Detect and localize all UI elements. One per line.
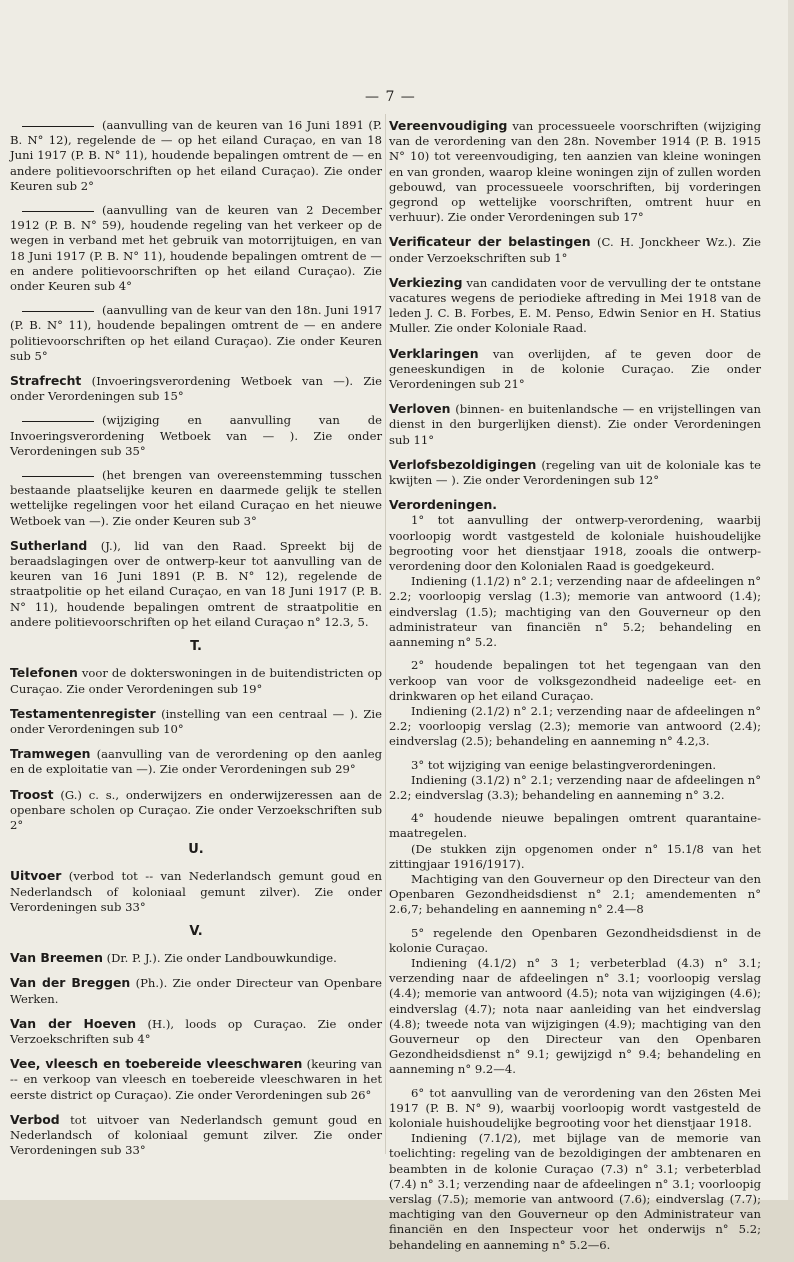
column-divider bbox=[385, 114, 386, 1154]
repeat-dash bbox=[22, 476, 94, 477]
index-entry bbox=[389, 401, 761, 448]
index-entry bbox=[10, 746, 382, 777]
verordening-paragraph: Indiening (2.1/2) n° 2.1; verzending naar de afdeelingen n° 2.2; voorloopig verslag (2.3); memorie van antwoord (2.4); eindverslag (2.5); behandeling en aanneming n° 4.2,3. bbox=[389, 703, 761, 749]
entry-term: Testamentenregister bbox=[10, 705, 156, 721]
index-entry bbox=[10, 950, 382, 966]
index-entry bbox=[10, 203, 382, 294]
entry-text: (aanvulling van de keur van den 18n. Juni 1917 (P. B. N° 11), houdende bepalingen omtrent de — en andere politievoorschriften op het eiland Curaçao). Zie onder Keuren sub 5° bbox=[10, 303, 382, 363]
entry-term: Telefonen bbox=[10, 665, 78, 681]
entry-text: van candidaten voor de vervulling der te ontstane vacatures wegens de periodieke aftreding in Mei 1918 van de leden J. C. B. Forbes, E. M. Penso, Edwin Senior en H. Statius Muller. Zie onder Koloniale Raad. bbox=[389, 275, 762, 336]
verordeningen-heading: Verordeningen. bbox=[389, 497, 498, 513]
verordening-paragraph: 3° tot wijziging van eenige belastingverordeningen. bbox=[411, 757, 717, 772]
entry-text: (verbod tot -- van Nederlandsch gemunt goud en Nederlandsch of koloniaal gemunt zilver). Zie onder Verordeningen sub 33° bbox=[10, 869, 382, 914]
repeat-dash bbox=[22, 311, 94, 312]
repeat-dash bbox=[22, 211, 94, 212]
index-entry bbox=[389, 234, 761, 265]
index-entry bbox=[10, 868, 382, 915]
entry-term: Verloven bbox=[389, 401, 451, 417]
entry-term: Verificateur der belastingen bbox=[389, 234, 591, 250]
verordening-paragraph: 6° tot aanvulling van de verordening van den 26sten Mei 1917 (P. B. N° 9), waarbij voorloopig wordt vastgesteld de koloniale huishoudelijke begrooting voor het dienstjaar 1918. bbox=[389, 1085, 761, 1130]
verordeningen-paragraphs bbox=[389, 513, 761, 1252]
entry-term: Vee, vleesch en toebereide vleeschwaren bbox=[10, 1056, 303, 1072]
index-entry bbox=[10, 413, 382, 459]
index-entry bbox=[10, 1112, 382, 1159]
index-entry bbox=[389, 346, 761, 393]
entry-term: Sutherland bbox=[10, 537, 88, 553]
entry-text: (aanvulling van de keuren van 16 Juni 1891 (P. B. N° 12), regelende de — op het eiland Curaçao, en van 18 Juni 1917 (P. B. N° 11), houdende bepalingen omtrent de — en andere politievoorschriften op het eiland Curaçao). Zie onder Keuren sub 2° bbox=[10, 118, 382, 193]
entry-term: Verkiezing bbox=[389, 274, 463, 290]
entry-text: (aanvulling van de verordening op den aanleg en de exploitatie van —). Zie onder Verordeningen sub 29° bbox=[10, 747, 383, 777]
index-entry bbox=[10, 373, 382, 404]
entry-text: (Ph.). Zie onder Directeur van Openbare Werken. bbox=[10, 976, 383, 1006]
index-entry bbox=[10, 1056, 382, 1103]
entry-term: Verlofsbezoldigingen bbox=[389, 456, 537, 472]
entry-term: Tramwegen bbox=[10, 746, 91, 762]
entry-text: (J.), lid van den Raad. Spreekt bij de beraadslagingen over de ontwerp-keur tot aanvulling van de keuren van 16 Juni 1891 (P. B. N° 12), regelende de straatpolitie op het eiland Curaçao, en van 18 Juni 1917 (P. B. N° 11), houdende bepalingen omtrent de straatpolitie en andere politievoorschriften op het eiland Curaçao n° 12.3, 5. bbox=[10, 538, 382, 629]
entry-text: (G.) c. s., onderwijzers en onderwijzeressen aan de openbare scholen op Curaçao. Zie onder Verzoekschriften sub 2° bbox=[10, 787, 382, 832]
entry-text: (wijziging en aanvulling van de Invoeringsverordening Wetboek van — ). Zie onder Verordeningen sub 35° bbox=[10, 413, 382, 458]
page-edge bbox=[788, 0, 794, 1200]
entry-text: van overlijden, af te geven door de geneeskundigen in de kolonie Curaçao. Zie onder Verordeningen sub 21° bbox=[389, 346, 761, 392]
entry-term: Van der Hoeven bbox=[10, 1015, 137, 1031]
entry-text: (keuring van -- en verkoop van vleesch en toebereide vleeschwaren in het eerste district op Curaçao). Zie onder Verordeningen sub 26° bbox=[10, 1057, 382, 1102]
entry-text: (Invoeringsverordening Wetboek van —). Zie onder Verordeningen sub 15° bbox=[10, 374, 383, 404]
verordening-paragraph: 2° houdende bepalingen tot het tegengaan van den verkoop van voor de volksgezondheid nadeelige eet- en drinkwaren op het eiland Curaçao. bbox=[389, 658, 761, 703]
entry-text: (het brengen van overeenstemming tusschen bestaande plaatselijke keuren en daarmede gelijk te stellen wettelijke regelingen voor het eiland Curaçao en het nieuwe Wetboek van —). Zie onder Keuren sub 3° bbox=[10, 468, 382, 528]
entry-text: van processueele voorschriften (wijziging van de verordening van den 28n. November 1914 (P. B. 1915 N° 10) tot vereenvoudiging, ten aanzien van kleine woningen en van gronden, waarop kleine woningen zijn of zullen worden gebouwd, van processueele voorschriften, bij vorderingen gegrond op wettelijke voorschriften, omtrent huur en verhuur). Zie onder Verordeningen sub 17° bbox=[389, 119, 762, 225]
index-entry bbox=[10, 1016, 382, 1047]
entry-term: Uitvoer bbox=[10, 868, 62, 884]
entry-text: (H.), loods op Curaçao. Zie onder Verzoekschriften sub 4° bbox=[10, 1016, 383, 1046]
left-column bbox=[10, 118, 382, 1167]
right-column-entries bbox=[389, 118, 761, 488]
index-entry bbox=[10, 706, 382, 737]
index-entry bbox=[389, 275, 761, 337]
index-entry bbox=[10, 303, 382, 364]
entry-text: (Dr. P. J.). Zie onder Landbouwkundige. bbox=[106, 951, 337, 966]
entry-term: Verbod bbox=[10, 1111, 60, 1127]
index-entry bbox=[10, 118, 382, 194]
entry-text: voor de dokterswoningen in de buitendistricten op Curaçao. Zie onder Verordeningen sub 19° bbox=[10, 666, 382, 696]
index-entry bbox=[389, 457, 761, 488]
section-letter: V. bbox=[189, 923, 203, 939]
entry-term: Troost bbox=[10, 786, 54, 802]
entry-text: (C. H. Jonckheer Wz.). Zie onder Verzoekschriften sub 1° bbox=[389, 235, 761, 265]
verordening-paragraph: (De stukken zijn opgenomen onder n° 15.1/8 van het zittingjaar 1916/1917). bbox=[389, 841, 761, 871]
entry-term: Vereenvoudiging bbox=[389, 118, 508, 133]
index-entry bbox=[10, 665, 382, 696]
verordeningen-section bbox=[389, 497, 761, 1253]
repeat-dash bbox=[22, 126, 94, 127]
index-entry bbox=[10, 975, 382, 1006]
entry-term: Verklaringen bbox=[389, 345, 479, 361]
entry-term: Strafrecht bbox=[10, 373, 82, 389]
section-letter: U. bbox=[188, 842, 204, 858]
verordening-paragraph: 5° regelende den Openbaren Gezondheidsdienst in de kolonie Curaçao. bbox=[389, 925, 761, 955]
verordening-paragraph: Indiening (4.1/2) n° 3 1; verbeterblad (4.3) n° 3.1; verzending naar de afdeelingen n° 3.1; voorloopig verslag (4.4); memorie van antwoord (4.5); nota van wijzigingen (4.6); eindverslag (4.7); nota naar aanleiding van het eindverslag (4.8); tweede nota van wijzigingen (4.9); machtiging van den Gouverneur op den Directeur van den Openbaren Gezondheidsdienst n° 9.1; gewijzigd n° 9.4; behandeling en aanneming n° 9.2—4. bbox=[389, 955, 761, 1077]
index-entry bbox=[10, 787, 382, 834]
entry-term: Van der Breggen bbox=[10, 975, 131, 991]
index-entry bbox=[10, 538, 382, 630]
index-entry bbox=[10, 468, 382, 529]
entry-text: (binnen- en buitenlandsche — en vrijstellingen van dienst in den burgerlijken dienst). Zie onder Verordeningen sub 11° bbox=[389, 402, 761, 447]
verordening-paragraph: 1° tot aanvulling der ontwerp-verordening, waarbij voorloopig wordt vastgesteld de koloniale huishoudelijke begrooting voor het dienstjaar 1918, zooals die ontwerp-verordening door den Kolonialen Raad is goedgekeurd. bbox=[389, 513, 761, 574]
entry-text: (regeling van uit de koloniale kas te kwijten — ). Zie onder Verordeningen sub 12° bbox=[389, 457, 761, 488]
index-entry bbox=[389, 118, 761, 225]
entry-text: tot uitvoer van Nederlandsch gemunt goud en Nederlandsch of koloniaal gemunt zilver. Zie onder Verordeningen sub 33° bbox=[10, 1112, 383, 1158]
section-letter: T. bbox=[190, 639, 202, 655]
verordening-paragraph: 4° houdende nieuwe bepalingen omtrent quarantaine-maatregelen. bbox=[389, 811, 761, 841]
verordening-paragraph: Machtiging van den Gouverneur op den Directeur van den Openbaren Gezondheidsdienst n° 2.1; amendementen n° 2.6,7; behandeling en aanneming n° 2.4—8 bbox=[389, 871, 761, 917]
verordening-paragraph: Indiening (1.1/2) n° 2.1; verzending naar de afdeelingen n° 2.2; voorloopig verslag (1.3); memorie van antwoord (1.4); eindverslag (1.5); machtiging van den Gouverneur op den administrateur van financiën n° 5.2; behandeling en aanneming n° 5.2. bbox=[389, 574, 761, 650]
page-number: — 7 — bbox=[365, 89, 416, 105]
entry-text: (instelling van een centraal — ). Zie onder Verordeningen sub 10° bbox=[10, 706, 382, 736]
entry-text: (aanvulling van de keuren van 2 December 1912 (P. B. N° 59), houdende regeling van het verkeer op de wegen in verband met het gebruik van motorrijtuigen, en van 18 Juni 1917 (P. B. N° 11), houdende bepalingen omtrent de — en andere politievoorschriften op het eiland Curaçao). Zie onder Keuren sub 4° bbox=[10, 203, 382, 294]
verordening-paragraph: Indiening (3.1/2) n° 2.1; verzending naar de afdeelingen n° 2.2; eindverslag (3.3); behandeling en aanneming n° 3.2. bbox=[389, 772, 761, 802]
right-column bbox=[389, 118, 761, 1262]
entry-term: Van Breemen bbox=[10, 950, 103, 966]
repeat-dash bbox=[22, 421, 94, 422]
verordening-paragraph: Indiening (7.1/2), met bijlage van de memorie van toelichting: regeling van de bezoldigingen der ambtenaren en beambten in de kolonie Curaçao (7.3) n° 3.1; verbeterblad (7.4) n° 3.1; verzending naar de afdeelingen n° 3.1; voorloopig verslag (7.5); memorie van antwoord (7.6); eindverslag (7.7); machtiging van den Gouverneur op den Administrateur van financiën en den Inspecteur voor het onderwijs n° 5.2; behandeling en aanneming n° 5.2—6. bbox=[389, 1131, 761, 1252]
